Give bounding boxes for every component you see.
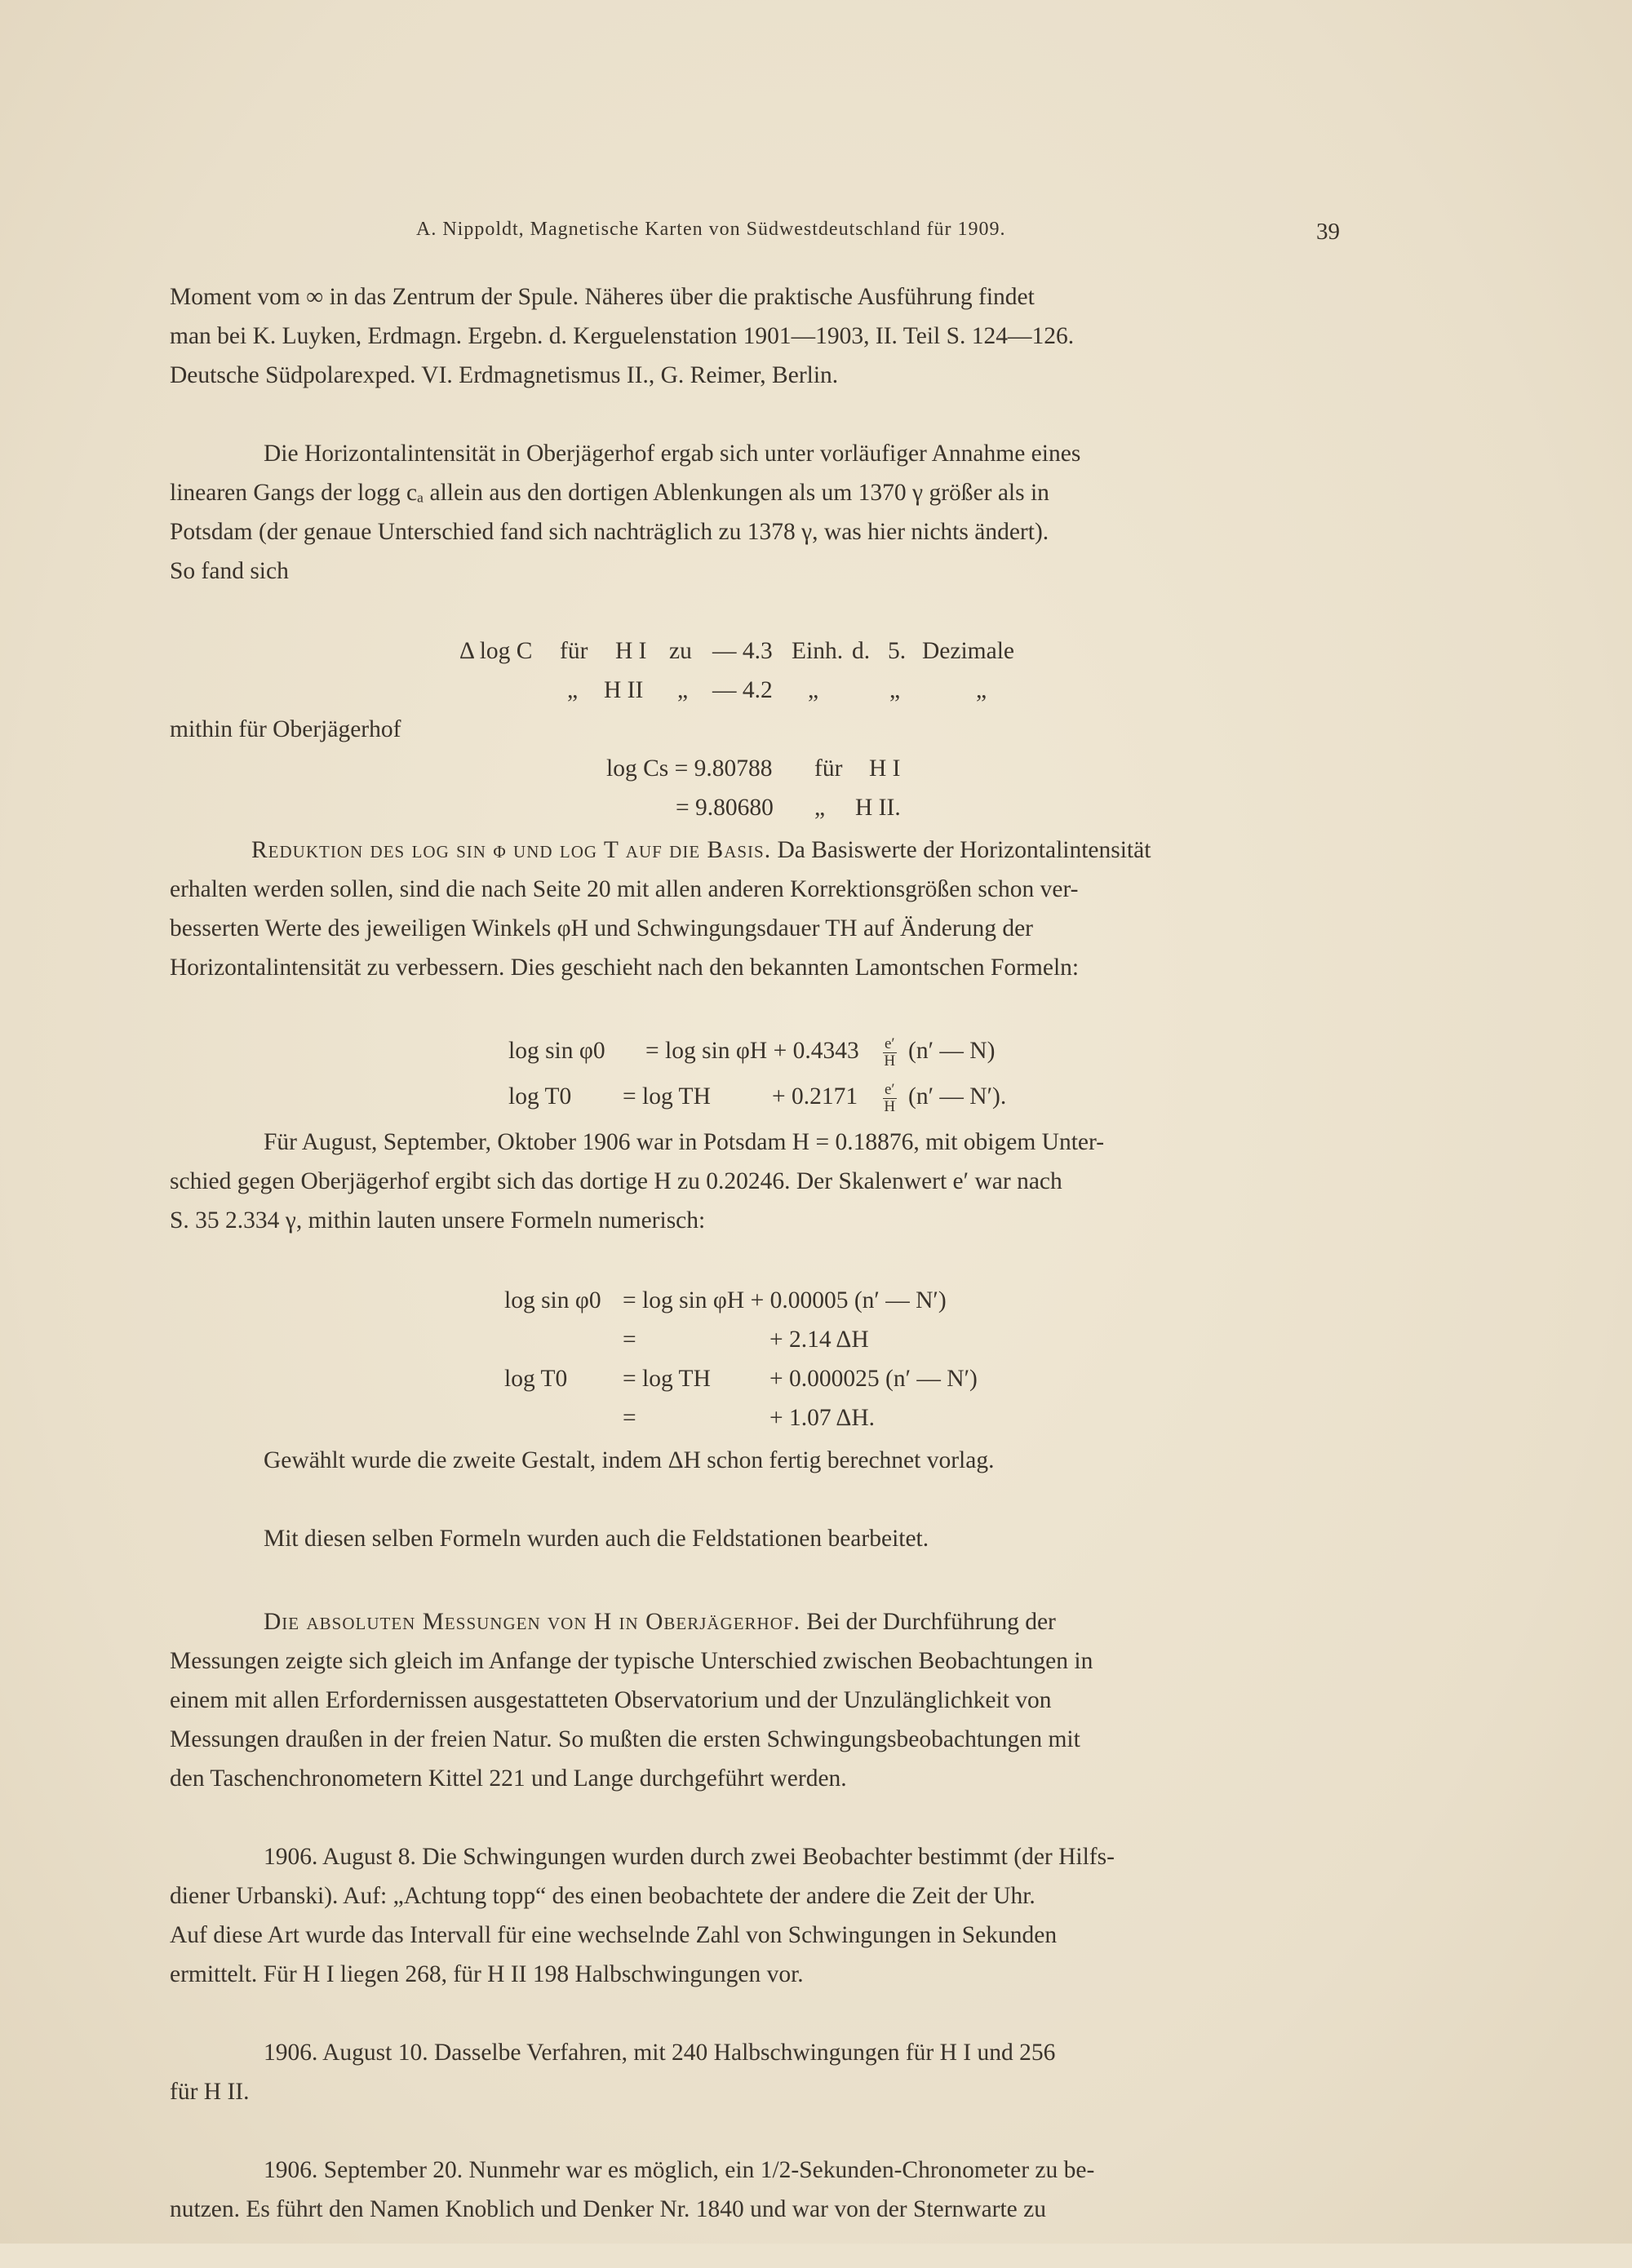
text-line: Moment vom ∞ in das Zentrum der Spule. Näheres über die praktische Ausführung findet bbox=[170, 284, 1035, 310]
text-line: 1906. August 8. Die Schwingungen wurden durch zwei Beobachter bestimmt (der Hilfs- bbox=[264, 1844, 1115, 1870]
eq-cell: + 0.000025 (n′ — N′) bbox=[769, 1366, 978, 1392]
formula-row bbox=[170, 1359, 1338, 1398]
fraction bbox=[880, 1028, 900, 1074]
page-body bbox=[170, 277, 1338, 2268]
text-line: So fand sich bbox=[170, 558, 289, 584]
eq-cell: = 9.80680 bbox=[676, 795, 774, 821]
text-line: den Taschenchronometern Kittel 221 und Lange durchgeführt werden. bbox=[170, 1765, 847, 1792]
formula-row bbox=[170, 1074, 1338, 1119]
eq-cell: log T0 bbox=[508, 1083, 572, 1110]
text-line: ermittelt. Für H I liegen 268, für H II 198 Halbschwingungen vor. bbox=[170, 1961, 804, 1987]
eq-cell: d. bbox=[852, 638, 871, 664]
eq-cell: H I bbox=[869, 755, 901, 782]
formula-row bbox=[170, 1398, 1338, 1437]
eq-cell: „ bbox=[677, 677, 689, 703]
text-run: Da Basiswerte der Horizontalintensität bbox=[777, 837, 1151, 863]
text-line: Potsdam (der genaue Unterschied fand sich nachträglich zu 1378 γ, was hier nichts ändert). bbox=[170, 519, 1049, 545]
equation-row bbox=[170, 788, 1338, 827]
text-line: linearen Gangs der logg cₐ allein aus den dortigen Ablenkungen als um 1370 γ größer als in bbox=[170, 480, 1049, 506]
fraction-numerator: e′ bbox=[885, 1034, 895, 1052]
section-heading: Die absoluten Messungen von H in Oberjägerhof. bbox=[264, 1609, 800, 1635]
paragraph-2 bbox=[170, 434, 1338, 630]
eq-cell: log Cs = 9.80788 bbox=[606, 755, 773, 782]
text-line: schied gegen Oberjägerhof ergibt sich das dortige H zu 0.20246. Der Skalenwert e′ war nach bbox=[170, 1168, 1062, 1194]
eq-cell: für bbox=[560, 638, 588, 664]
text-line: S. 35 2.334 γ, mithin lauten unsere Formeln numerisch: bbox=[170, 1207, 706, 1234]
eq-cell: log sin φ0 bbox=[508, 1038, 605, 1064]
eq-cell: — 4.3 bbox=[712, 638, 773, 664]
paragraph-5 bbox=[170, 1441, 1338, 1519]
lamont-formulas bbox=[170, 1028, 1338, 1119]
eq-cell: H II bbox=[604, 677, 644, 703]
text-line: Die Horizontalintensität in Oberjägerhof ergab sich unter vorläufiger Annahme eines bbox=[264, 441, 1081, 467]
paragraph-6 bbox=[170, 1519, 1338, 1597]
eq-cell: = log TH bbox=[623, 1366, 711, 1392]
numeric-formulas bbox=[170, 1281, 1338, 1437]
eq-cell: log sin φ0 bbox=[504, 1287, 601, 1313]
text-line: Horizontalintensität zu verbessern. Dies geschieht nach den bekannten Lamontschen Formeln: bbox=[170, 955, 1080, 981]
running-title: A. Nippoldt, Magnetische Karten von Südwestdeutschland für 1909. bbox=[416, 219, 1006, 240]
eq-cell: Dezimale bbox=[922, 638, 1015, 664]
eq-cell: „ bbox=[814, 795, 826, 821]
equation-row bbox=[170, 671, 1338, 710]
eq-cell: = bbox=[623, 1327, 636, 1353]
paragraph-10 bbox=[170, 2151, 1338, 2268]
text-line: für H II. bbox=[170, 2079, 250, 2105]
fraction bbox=[880, 1074, 900, 1119]
text-line: Messungen zeigte sich gleich im Anfange der typische Unterschied zwischen Beobachtungen in bbox=[170, 1648, 1093, 1674]
eq-cell: Einh. bbox=[792, 638, 844, 664]
eq-cell: = log sin φH + 0.4343 bbox=[645, 1038, 859, 1064]
delta-log-c-table bbox=[170, 631, 1338, 827]
eq-cell: + 2.14 ΔH bbox=[769, 1327, 869, 1353]
eq-cell: = bbox=[623, 1405, 636, 1431]
formula-row bbox=[170, 1028, 1338, 1074]
paragraph-3 bbox=[170, 831, 1338, 1026]
eq-cell: H I bbox=[615, 638, 647, 664]
fraction-numerator: e′ bbox=[885, 1080, 895, 1098]
eq-cell: log T0 bbox=[504, 1366, 568, 1392]
fraction-denominator: H bbox=[884, 1052, 896, 1070]
text-line: diener Urbanski). Auf: „Achtung topp“ des einen beobachtete der andere die Zeit der Uhr. bbox=[170, 1883, 1036, 1909]
paragraph-7 bbox=[170, 1602, 1338, 1837]
eq-cell: „ bbox=[808, 677, 819, 703]
page-number: 39 bbox=[1316, 219, 1340, 245]
eq-cell: (n′ — N′). bbox=[908, 1083, 1007, 1110]
eq-cell: mithin für Oberjägerhof bbox=[170, 716, 401, 742]
text-line: 1906. September 20. Nunmehr war es möglich, ein 1/2-Sekunden-Chronometer zu be- bbox=[264, 2157, 1095, 2183]
text-line: erhalten werden sollen, sind die nach Seite 20 mit allen anderen Korrektionsgrößen schon ver- bbox=[170, 876, 1079, 902]
eq-cell: Δ log C bbox=[459, 638, 533, 664]
eq-cell: „ bbox=[567, 677, 579, 703]
eq-cell: + 1.07 ΔH. bbox=[769, 1405, 876, 1431]
text-line: man bei K. Luyken, Erdmagn. Ergebn. d. Kerguelenstation 1901—1903, II. Teil S. 124—126. bbox=[170, 323, 1075, 349]
eq-cell: — 4.2 bbox=[712, 677, 773, 703]
eq-cell: = log sin φH + 0.00005 (n′ — N′) bbox=[623, 1287, 947, 1313]
paragraph-8 bbox=[170, 1837, 1338, 2033]
section-heading: Reduktion des log sin φ und log T auf die Basis. bbox=[251, 837, 772, 863]
eq-cell: für bbox=[814, 755, 843, 782]
equation-row bbox=[170, 749, 1338, 788]
text-line: Deutsche Südpolarexped. VI. Erdmagnetismus II., G. Reimer, Berlin. bbox=[170, 362, 839, 388]
text-line bbox=[170, 831, 1338, 870]
text-line: besserten Werte des jeweiligen Winkels φH und Schwingungsdauer TH auf Änderung der bbox=[170, 915, 1033, 941]
eq-cell: + 0.2171 bbox=[772, 1083, 858, 1110]
paragraph-9 bbox=[170, 2033, 1338, 2151]
equation-row bbox=[170, 710, 1338, 749]
eq-cell: zu bbox=[669, 638, 692, 664]
text-line: Mit diesen selben Formeln wurden auch die Feldstationen bearbeitet. bbox=[264, 1526, 929, 1552]
page-header bbox=[171, 219, 1340, 251]
text-line: einem mit allen Erfordernissen ausgestatteten Observatorium und der Unzulänglichkeit von bbox=[170, 1687, 1052, 1713]
eq-cell: „ bbox=[976, 677, 987, 703]
formula-row bbox=[170, 1320, 1338, 1359]
eq-cell: = log TH bbox=[623, 1083, 711, 1110]
text-line: Gewählt wurde die zweite Gestalt, indem ΔH schon fertig berechnet vorlag. bbox=[264, 1447, 995, 1473]
formula-row bbox=[170, 1281, 1338, 1320]
text-line: 1906. August 10. Dasselbe Verfahren, mit 240 Halbschwingungen für H I und 256 bbox=[264, 2040, 1056, 2066]
text-line: Für August, September, Oktober 1906 war in Potsdam H = 0.18876, mit obigem Unter- bbox=[264, 1129, 1105, 1155]
eq-cell: H II. bbox=[855, 795, 901, 821]
text-line: Messungen draußen in der freien Natur. So mußten die ersten Schwingungsbeobachtungen mit bbox=[170, 1726, 1080, 1752]
eq-cell: (n′ — N) bbox=[908, 1038, 996, 1064]
eq-cell: „ bbox=[889, 677, 901, 703]
paragraph-1 bbox=[170, 277, 1338, 434]
text-run: Bei der Durchführung der bbox=[806, 1609, 1056, 1635]
paragraph-4 bbox=[170, 1123, 1338, 1279]
fraction-denominator: H bbox=[884, 1097, 896, 1115]
equation-row bbox=[170, 631, 1338, 671]
text-line: nutzen. Es führt den Namen Knoblich und Denker Nr. 1840 und war von der Sternwarte zu bbox=[170, 2196, 1046, 2222]
text-line: Auf diese Art wurde das Intervall für eine wechselnde Zahl von Schwingungen in Sekunden bbox=[170, 1922, 1058, 1948]
text-line bbox=[170, 1602, 1338, 1641]
eq-cell: 5. bbox=[888, 638, 907, 664]
